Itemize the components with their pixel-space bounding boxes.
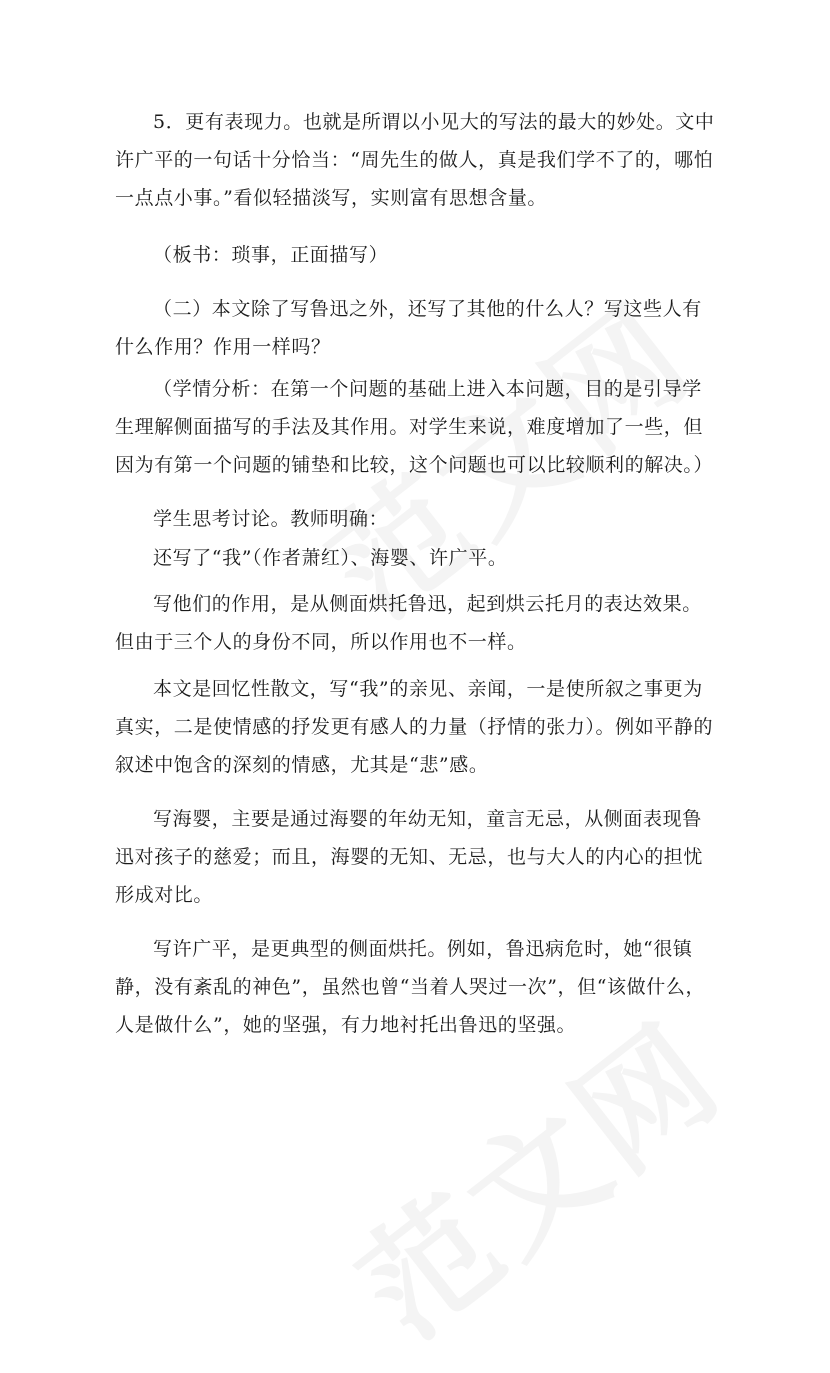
paragraph-narrator-role: 本文是回忆性散文，写“我”的亲见、亲闻，一是使所叙之事更为真实，二是使情感的抒发更有感人的力量（抒情的张力）。例如平静的叙述中饱含的深刻的情感，尤其是“悲”感。: [115, 678, 714, 776]
paragraph-board-note: （板书：琐事，正面描写）: [153, 244, 389, 266]
paragraph-expressiveness: 5．更有表现力。也就是所谓以小见大的写法的最大的妙处。文中许广平的一句话十分恰当：“周先生的做人，真是我们学不了的，哪怕一点点小事。”看似轻描淡写，实则富有思想含量。: [115, 111, 715, 209]
paragraph-xu-guangping-role: 写许广平，是更典型的侧面烘托。例如，鲁迅病危时，她“很镇静，没有紊乱的神色”，虽然也曾“当着人哭过一次”，但“该做什么，人是做什么”，她的坚强，有力地衬托出鲁迅的坚强。: [115, 938, 706, 1036]
paragraph-learning-analysis: （学情分析：在第一个问题的基础上进入本问题，目的是引导学生理解侧面描写的手法及其作用。对学生来说，难度增加了一些，但因为有第一个问题的铺垫和比较，这个问题也可以比较顺利的解决。）: [115, 378, 714, 476]
paragraph-haiying-role: 写海婴，主要是通过海婴的年幼无知，童言无忌，从侧面表现鲁迅对孩子的慈爱；而且，海婴的无知、无忌，也与大人的内心的担忧形成对比。: [115, 808, 704, 906]
paragraph-question-two: （二）本文除了写鲁迅之外，还写了其他的什么人？写这些人有什么作用？作用一样吗？: [115, 298, 702, 358]
paragraph-purpose: 写他们的作用，是从侧面烘托鲁迅，起到烘云托月的表达效果。但由于三个人的身份不同，所以作用也不一样。: [115, 593, 702, 653]
paragraph-other-characters: 还写了“我”（作者萧红）、海婴、许广平。: [153, 547, 508, 569]
paragraph-discussion: 学生思考讨论。教师明确：: [153, 508, 389, 530]
